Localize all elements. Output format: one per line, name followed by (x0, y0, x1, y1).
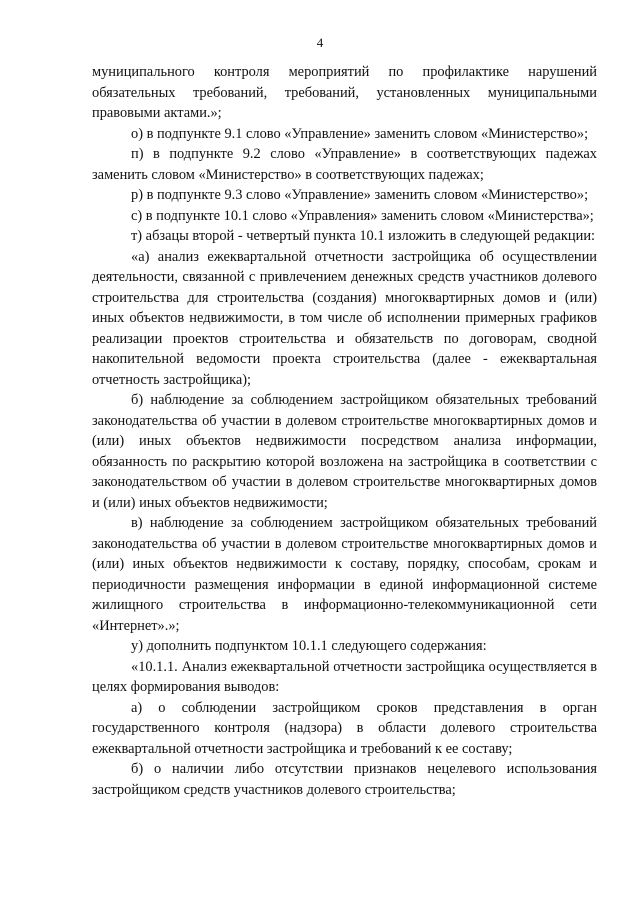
paragraph-continuation: муниципального контроля мероприятий по профилактике нарушений обязательных требований, требований, установленных муниципальными правовыми актами.»; (92, 64, 597, 121)
paragraph-item-s: с) в подпункте 10.1 слово «Управления» заменить словом «Министерства»; (131, 207, 594, 224)
paragraph-item-r: р) в подпункте 9.3 слово «Управление» заменить словом «Министерство»; (131, 187, 589, 203)
paragraph-item-u: у) дополнить подпунктом 10.1.1 следующего содержания: (131, 638, 487, 654)
paragraph-quote-v: в) наблюдение за соблюдением застройщиком обязательных требований законодательства об участии в долевом строительстве многоквартирных домов и (или) иных объектов недвижимости к составу, порядку, способам, срокам и периодичности размещения информации в единой информационной системе жилищного строительства в информационно-телекоммуникационной сети «Интернет».»; (92, 515, 597, 634)
paragraph-quote-b: б) наблюдение за соблюдением застройщиком обязательных требований законодательства об участии в долевом строительстве многоквартирных домов и (или) иных объектов недвижимости посредством анализа информации, обязанность по раскрытию которой возложена на застройщика в соответствии с законодательством об участии в долевом строительстве многоквартирных домов и (или) иных объектов недвижимости; (92, 392, 597, 511)
paragraph-item-p: п) в подпункте 9.2 слово «Управление» в соответствующих падежах заменить словом «Министерство» в соответствующих падежах; (92, 146, 597, 183)
document-body (92, 62, 597, 800)
paragraph-10-1-1-b: б) о наличии либо отсутствии признаков нецелевого использования застройщиком средств участников долевого строительства; (92, 761, 597, 798)
paragraph-quote-a: «а) анализ ежеквартальной отчетности застройщика об осуществлении деятельности, связанной с привлечением денежных средств участников долевого строительства для строительства (создания) многоквартирных домов и (или) иных объектов недвижимости, в том числе об исполнении примерных графиков реализации проектов строительства и обязательств по договорам, сводной накопительной ведомости проекта строительства (далее - ежеквартальная отчетность застройщика); (92, 248, 597, 388)
paragraph-10-1-1: «10.1.1. Анализ ежеквартальной отчетности застройщика осуществляется в целях формирования выводов: (92, 658, 597, 695)
paragraph-10-1-1-a: а) о соблюдении застройщиком сроков представления в орган государственного контроля (надзора) в области долевого строительства ежеквартальной отчетности застройщика и требований к ее составу; (92, 699, 597, 757)
page-number: 4 (316, 35, 324, 50)
paragraph-item-t: т) абзацы второй - четвертый пункта 10.1 изложить в следующей редакции: (131, 228, 596, 244)
paragraph-item-o: о) в подпункте 9.1 слово «Управление» заменить словом «Министерство»; (131, 125, 589, 142)
